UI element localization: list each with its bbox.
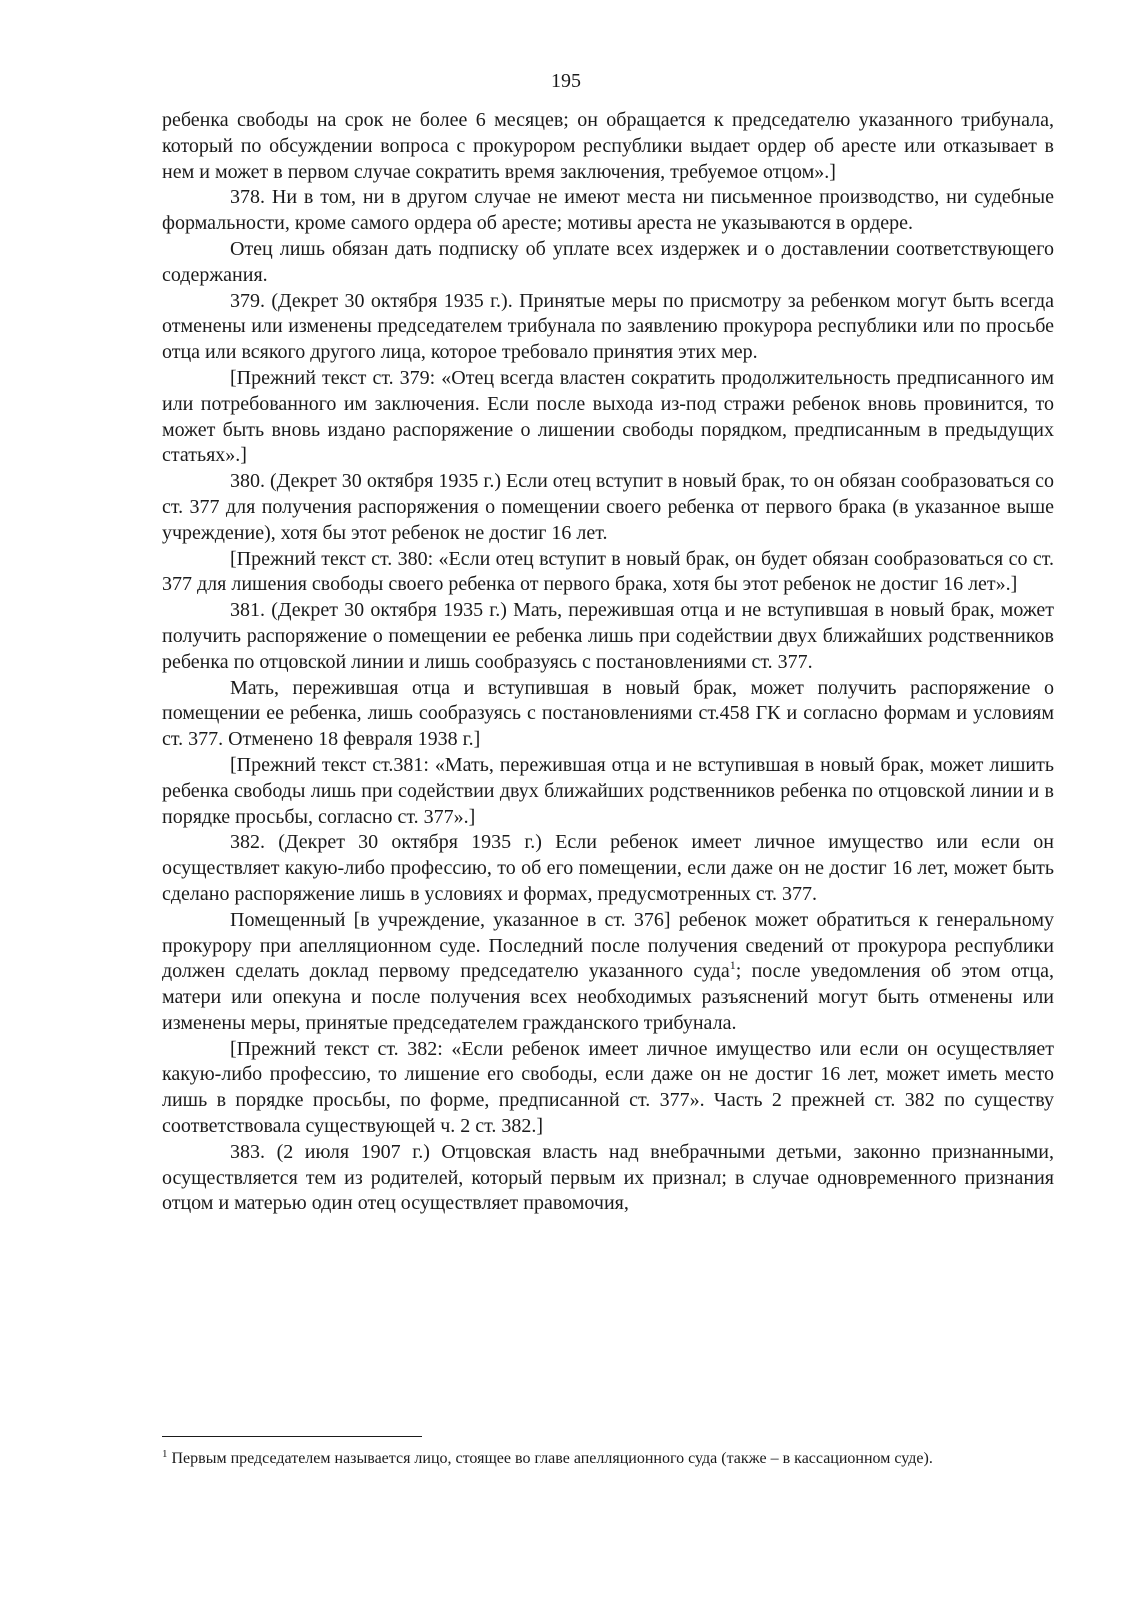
paragraph-art-383: 383. (2 июля 1907 г.) Отцовская власть над внебрачными детьми, законно признанными, осуществляется тем из родителей, который первым их признал; в случае одновременного признания отцом и матерью один отец осуществляет правомочия, (162, 1140, 1054, 1215)
footnote-separator (162, 1436, 422, 1437)
paragraph-art-382-part-2-start: Помещенный [в учреждение, указанное в ст. 376] ребенок может обратиться к генеральному прокурору при апелляционном суде. Последний после получения сведений от прокурора республики должен сделать доклад первому председателю указанного суда (162, 908, 1054, 983)
page-number: 195 (551, 70, 581, 92)
footnote-text: Первым председателем называется лицо, стоящее во главе апелляционного суда (также – в кассационном суде). (167, 1450, 933, 1467)
paragraph-art-382-part-2-end: ; после уведомления об этом отца, матери или опекуна и после получения всех необходимых разъяснений могут быть отменены или изменены меры, принятые председателем гражданского трибунала. (162, 960, 1054, 1034)
footnote (162, 1448, 1054, 1469)
paragraph-art-381: 381. (Декрет 30 октября 1935 г.) Мать, пережившая отца и не вступившая в новый брак, может получить распоряжение о помещении ее ребенка лишь при содействии двух ближайших родственников ребенка по отцовской линии и лишь сообразуясь с постановлениями ст. 377. (162, 599, 1054, 673)
paragraph-art-380: 380. (Декрет 30 октября 1935 г.) Если отец вступит в новый брак, то он обязан сообразоваться со ст. 377 для получения распоряжения о помещении своего ребенка от первого брака (в указанное выше учреждение), хотя бы этот ребенок не достиг 16 лет. (162, 470, 1054, 544)
paragraph-art-382-part-2 (162, 908, 1054, 1037)
paragraph-art-381-part-2: Мать, пережившая отца и вступившая в новый брак, может получить распоряжение о помещении ее ребенка, лишь сообразуясь с постановлениями ст.458 ГК и согласно формам и условиям ст. 377. Отменено 18 февраля 1938 г.] (162, 676, 1054, 751)
paragraph-art-378: 378. Ни в том, ни в другом случае не имеют места ни письменное производство, ни судебные формальности, кроме самого ордера об аресте; мотивы ареста не указываются в ордере. (162, 186, 1054, 235)
footnote-reference: 1 (729, 958, 736, 973)
paragraph-art-379-former-text: [Прежний текст ст. 379: «Отец всегда властен сократить продолжительность предписанного им или потребованного им заключения. Если после выхода из-под стражи ребенок вновь провинится, то может быть вновь издано распоряжение о лишении свободы порядком, предписанным в предыдущих статьях».] (162, 366, 1054, 467)
body-text (162, 108, 1054, 1217)
paragraph-art-381-former-text: [Прежний текст ст.381: «Мать, пережившая отца и не вступившая в новый брак, может лишить ребенка свободы лишь при содействии двух ближайших родственников ребенка по отцовской линии и в порядке просьбы, согласно ст. 377».] (162, 753, 1054, 828)
paragraph-continuation: ребенка свободы на срок не более 6 месяцев; он обращается к председателю указанного трибунала, который по обсуждении вопроса с прокурором республики выдает ордер об аресте или отказывает в нем и может в первом случае сократить время заключения, требуемое отцом».] (162, 109, 1054, 183)
paragraph-art-379: 379. (Декрет 30 октября 1935 г.). Принятые меры по присмотру за ребенком могут быть всегда отменены или изменены председателем трибунала по заявлению прокурора республики или по просьбе отца или всякого другого лица, которое требовало принятия этих мер. (162, 289, 1054, 364)
paragraph-art-378-part-2: Отец лишь обязан дать подписку об уплате всех издержек и о доставлении соответствующего содержания. (162, 237, 1054, 286)
paragraph-art-382: 382. (Декрет 30 октября 1935 г.) Если ребенок имеет личное имущество или если он осуществляет какую-либо профессию, то об его помещении, если даже он не достиг 16 лет, может быть сделано распоряжение лишь в условиях и формах, предусмотренных ст. 377. (162, 831, 1054, 905)
paragraph-art-380-former-text: [Прежний текст ст. 380: «Если отец вступит в новый брак, он будет обязан сообразоваться со ст. 377 для лишения свободы своего ребенка от первого брака, хотя бы этот ребенок не достиг 16 лет».] (162, 547, 1054, 596)
paragraph-art-382-former-text: [Прежний текст ст. 382: «Если ребенок имеет личное имущество или если он осуществляет какую-либо профессию, то лишение его свободы, если даже он не достиг 16 лет, может иметь место лишь в порядке просьбы, по форме, предписанной ст. 377». Часть 2 прежней ст. 382 по существу соответствовала существующей ч. 2 ст. 382.] (162, 1037, 1054, 1138)
footnote-marker: 1 (162, 1448, 168, 1460)
